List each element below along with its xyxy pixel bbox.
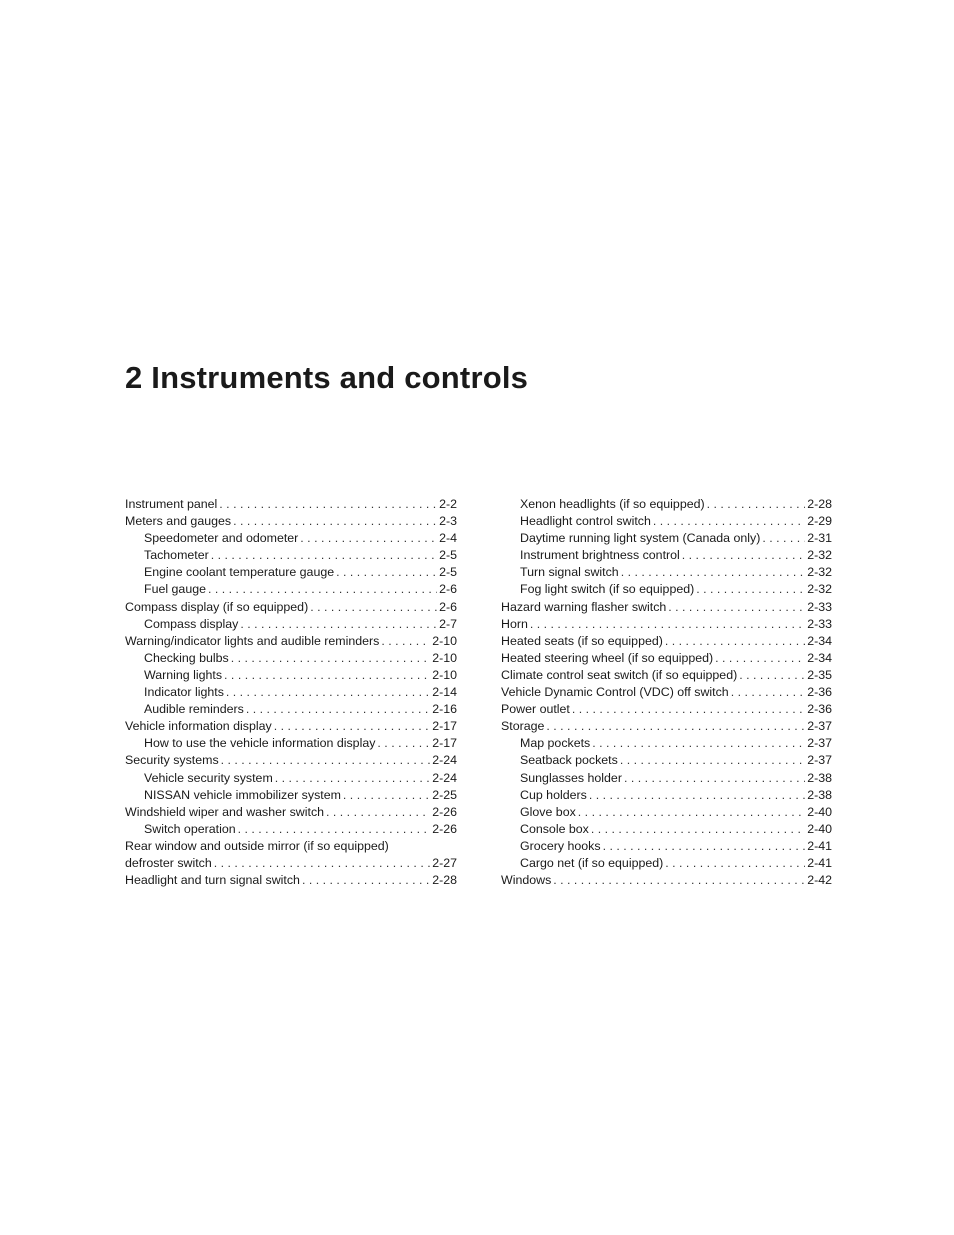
dot-leader [300,530,437,547]
dot-leader [696,581,805,598]
toc-entry-line [144,770,457,787]
dot-leader [381,633,430,650]
toc-entry-title: Hazard warning flasher switch [501,599,667,614]
toc-entry-page: 2-27 [432,855,457,870]
toc-entry-title: Glove box [520,804,576,819]
toc-entry [501,564,832,581]
toc-entry-page: 2-6 [439,599,457,614]
dot-leader [624,770,805,787]
toc-entry-line [144,616,457,633]
toc-entry [125,650,457,667]
toc-entry [501,770,832,787]
toc-entry-title: Cup holders [520,787,587,802]
toc-entry-page: 2-31 [807,531,832,546]
dot-leader [731,684,805,701]
dot-leader [621,564,805,581]
dot-leader [665,855,805,872]
toc-entry-line [125,752,457,769]
toc-entry [501,752,832,769]
toc-entry-page: 2-36 [807,702,832,717]
dot-leader [275,770,430,787]
toc-entry-title: Instrument brightness control [520,548,680,563]
toc-entry-title: NISSAN vehicle immobilizer system [144,787,341,802]
toc-entry-page: 2-29 [807,514,832,529]
toc-entry-line [501,684,832,701]
dot-leader [226,684,430,701]
toc-entry [501,547,832,564]
toc-entry [501,633,832,650]
dot-leader [326,804,430,821]
toc-entry-line [144,581,457,598]
toc-entry-page: 2-36 [807,685,832,700]
toc-entry [125,581,457,598]
toc-entry-title: Instrument panel [125,497,218,511]
toc-entry-title: Warning/indicator lights and audible reminders [125,633,380,648]
toc-entry [125,838,457,872]
dot-leader [665,633,805,650]
dot-leader [208,581,437,598]
toc-entry [125,752,457,769]
toc-entry-title: Checking bulbs [144,650,229,665]
toc-entry-page: 2-3 [439,514,457,529]
toc-entry-line [520,787,832,804]
toc-entry-line [144,821,457,838]
dot-leader [762,530,805,547]
toc-entry [125,513,457,530]
toc-entry-page: 2-41 [807,838,832,853]
toc-entry [125,735,457,752]
toc-entry [501,599,832,616]
toc-entry-page: 2-37 [807,736,832,751]
toc-entry [125,770,457,787]
toc-entry-line [144,735,457,752]
toc-entry [501,718,832,735]
toc-entry [125,684,457,701]
dot-leader [302,872,430,889]
dot-leader [219,496,437,513]
toc-entry [501,701,832,718]
toc-entry-page: 2-37 [807,753,832,768]
toc-entry-line [520,752,832,769]
dot-leader [211,547,437,564]
toc-entry-title: Fog light switch (if so equipped) [520,582,695,597]
toc-entry-title: Engine coolant temperature gauge [144,565,335,580]
toc-entry-line [144,530,457,547]
toc-entry-line [125,496,457,513]
toc-entry-line [501,650,832,667]
toc-entry-line [501,667,832,684]
toc-entry-page: 2-6 [439,582,457,597]
toc-entry-title: Fuel gauge [144,582,207,597]
toc-entry-line [125,872,457,889]
dot-leader [715,650,805,667]
toc-entry-title: Vehicle Dynamic Control (VDC) off switch [501,685,729,700]
toc-entry [501,821,832,838]
toc-entry-line [144,684,457,701]
toc-entry-title: Compass display (if so equipped) [125,599,309,614]
toc-entry-title: Vehicle security system [144,770,273,785]
dot-leader [668,599,805,616]
toc-entry-page: 2-17 [432,736,457,751]
toc-entry [125,667,457,684]
toc-entry-page: 2-32 [807,582,832,597]
dot-leader [238,821,431,838]
dot-leader [530,616,805,633]
dot-leader [377,735,430,752]
toc-column-right [501,496,832,889]
toc-entry-page: 2-32 [807,565,832,580]
toc-entry [501,616,832,633]
dot-leader [578,804,805,821]
toc-entry-title: Meters and gauges [125,514,232,529]
toc-entry [501,787,832,804]
dot-leader [233,513,437,530]
toc-entry-title: Heated steering wheel (if so equipped) [501,650,714,665]
dot-leader [620,752,805,769]
toc-entry-title: Map pockets [520,736,591,751]
toc-entry-page: 2-17 [432,719,457,734]
toc-entry-title: Heated seats (if so equipped) [501,633,663,648]
toc-entry-title: Headlight and turn signal switch [125,873,300,888]
toc-entry-title: Windows [501,873,552,888]
toc-entry [125,599,457,616]
toc-entry-line [520,735,832,752]
toc-entry-page: 2-10 [432,650,457,665]
toc-entry-page: 2-2 [439,497,457,511]
toc-entry [501,513,832,530]
toc-entry-title: Turn signal switch [520,565,619,580]
toc-entry-title: Windshield wiper and washer switch [125,804,325,819]
toc-entry-line [520,530,832,547]
toc-entry-line [501,701,832,718]
dot-leader [739,667,805,684]
toc-entry-line [125,599,457,616]
dot-leader [336,564,437,581]
toc-column-left [125,496,457,889]
toc-entry-title: Warning lights [144,667,223,682]
toc-entry-line [501,872,832,889]
toc-entry-title: Audible reminders [144,702,244,717]
toc-entry-page: 2-14 [432,685,457,700]
dot-leader [603,838,806,855]
toc-entry-line [520,496,832,513]
toc-entry-page: 2-28 [807,497,832,511]
toc-entry [125,718,457,735]
toc-entry-title: Console box [520,821,589,836]
toc-entry-line [520,821,832,838]
toc-entry-page: 2-4 [439,531,457,546]
toc-entry [501,650,832,667]
toc-entry [501,496,832,513]
toc-entry-page: 2-5 [439,548,457,563]
toc-entry-page: 2-28 [432,873,457,888]
toc-entry-line [501,718,832,735]
toc-entry-title: Power outlet [501,702,570,717]
toc-entry-page: 2-40 [807,821,832,836]
toc-entry-line [520,855,832,872]
toc-entry [125,547,457,564]
toc-entry-line [144,667,457,684]
toc-entry [125,872,457,889]
toc-entry-title: Indicator lights [144,685,224,700]
dot-leader [546,718,805,735]
toc-entry-page: 2-34 [807,633,832,648]
toc-entry [125,821,457,838]
toc-entry-line [125,633,457,650]
toc-entry-title: Headlight control switch [520,514,651,529]
dot-leader [310,599,437,616]
toc-entry-page: 2-33 [807,616,832,631]
toc-entry-page: 2-40 [807,804,832,819]
toc-entry [501,581,832,598]
toc-entry-line [125,804,457,821]
toc-entry-line [144,547,457,564]
dot-leader [224,667,430,684]
toc-entry-line [144,701,457,718]
toc-entry-page: 2-25 [432,787,457,802]
toc-entry-title: Sunglasses holder [520,770,622,785]
toc-entry-line [125,513,457,530]
toc-entry-title: Tachometer [144,548,209,563]
toc-entry-page: 2-33 [807,599,832,614]
toc-entry-title: Climate control seat switch (if so equipped) [501,667,738,682]
toc-entry-page: 2-42 [807,873,832,888]
dot-leader [553,872,805,889]
toc-entry [501,667,832,684]
toc-entry-page: 2-7 [439,616,457,631]
dot-leader [572,701,805,718]
toc-entry [125,616,457,633]
toc-entry [125,633,457,650]
toc-entry-page: 2-5 [439,565,457,580]
toc-entry-page: 2-37 [807,719,832,734]
toc-entry [501,855,832,872]
toc-entry-line [144,787,457,804]
toc-entry-page: 2-24 [432,753,457,768]
toc-entry-title: Cargo net (if so equipped) [520,855,664,870]
toc-entry-line [520,547,832,564]
toc-entry-title: Xenon headlights (if so equipped) [520,497,705,511]
toc-entry [501,530,832,547]
toc-entry-page: 2-38 [807,787,832,802]
toc-entry-title: Storage [501,719,545,734]
toc-entry-line [520,838,832,855]
chapter-title: 2 Instruments and controls [125,360,529,395]
toc-entry-title: Vehicle information display [125,719,272,734]
toc-entry-title: Horn [501,616,528,631]
toc-entry-title: Grocery hooks [520,838,601,853]
toc-entry-line [125,718,457,735]
toc-entry-title-line: Rear window and outside mirror (if so equipped) [125,838,389,853]
toc-entry [501,838,832,855]
dot-leader [214,855,430,872]
toc-entry [125,530,457,547]
toc-entry-line [520,581,832,598]
toc-entry-page: 2-10 [432,633,457,648]
toc-entry-page: 2-24 [432,770,457,785]
dot-leader [707,496,806,513]
dot-leader [240,616,437,633]
toc-entry-page: 2-34 [807,650,832,665]
toc-entry [125,564,457,581]
dot-leader [231,650,430,667]
toc-entry-page: 2-26 [432,821,457,836]
toc-entry-page: 2-16 [432,702,457,717]
toc-entry [501,804,832,821]
toc-entry [125,787,457,804]
toc-entry [501,684,832,701]
dot-leader [589,787,805,804]
toc-entry-title: How to use the vehicle information display [144,736,376,751]
toc-entry-title: Speedometer and odometer [144,531,299,546]
toc-entry [501,872,832,889]
toc-entry-line [520,804,832,821]
toc-entry-line [520,564,832,581]
toc-entry-title: defroster switch [125,855,212,870]
toc-entry-page: 2-35 [807,667,832,682]
toc-entry-line [520,770,832,787]
toc-entry-line [520,513,832,530]
toc-entry [125,701,457,718]
toc-entry-line [501,633,832,650]
toc-entry-title: Switch operation [144,821,236,836]
dot-leader [653,513,805,530]
toc-entry-line [144,650,457,667]
toc-entry [125,496,457,513]
dot-leader [592,735,805,752]
toc-entry-page: 2-41 [807,855,832,870]
dot-leader [246,701,430,718]
dot-leader [591,821,805,838]
toc-entry [125,804,457,821]
toc-entry-page: 2-38 [807,770,832,785]
toc-entry-title: Daytime running light system (Canada only) [520,531,761,546]
dot-leader [274,718,430,735]
toc-entry-page: 2-26 [432,804,457,819]
toc-entry-line [125,855,457,872]
toc-entry-line [501,599,832,616]
dot-leader [221,752,431,769]
toc-entry-title: Compass display [144,616,239,631]
toc-entry [501,735,832,752]
toc-entry-line [144,564,457,581]
toc-entry-title: Security systems [125,753,219,768]
dot-leader [682,547,805,564]
toc-entry-page: 2-10 [432,667,457,682]
toc-entry-line [501,616,832,633]
toc-entry-title: Seatback pockets [520,753,618,768]
dot-leader [343,787,430,804]
toc-entry-page: 2-32 [807,548,832,563]
